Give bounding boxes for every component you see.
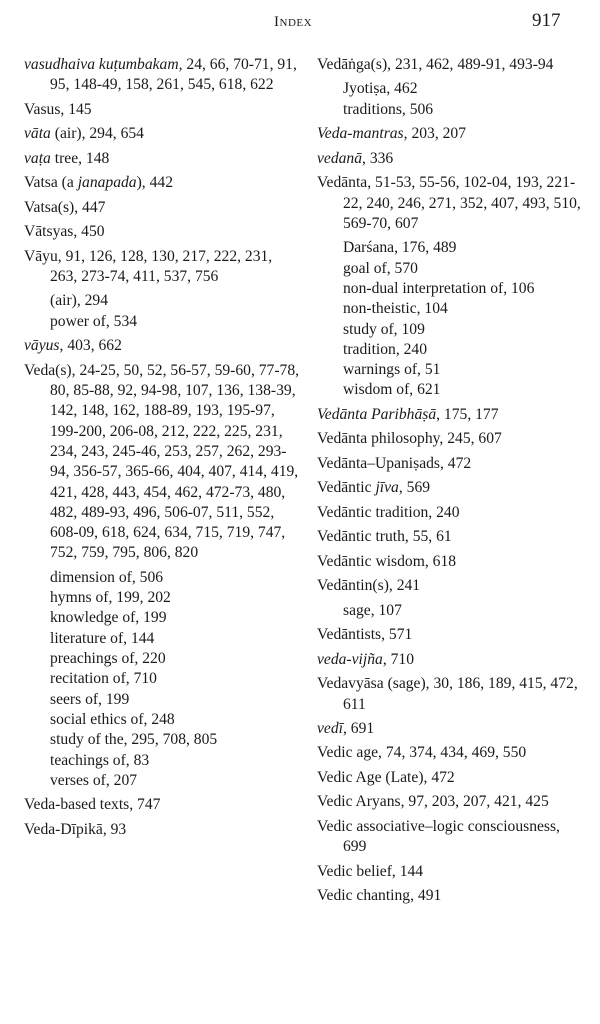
page-header (0, 10, 600, 36)
index-subentry: knowledge of, 199 (50, 609, 167, 627)
entry-term: Vedic belief (317, 862, 392, 880)
index-entry (317, 743, 587, 763)
index-entry (317, 503, 587, 523)
index-entry (317, 478, 587, 498)
entry-term: Vedāntic (317, 479, 376, 497)
index-entry (317, 817, 587, 858)
index-entry (317, 674, 587, 715)
entry-page-refs: , 30, 186, 189, 415, 472, 611 (343, 675, 578, 713)
index-entry (317, 576, 587, 596)
index-subentry: teachings of, 83 (50, 751, 150, 769)
entry-term: Vedāntic truth (317, 528, 405, 546)
entry-page-refs: , 91, 126, 128, 130, 217, 222, 231, 263, 273-74, 411, 537, 756 (50, 247, 273, 285)
entry-term: vedanā (317, 149, 363, 167)
entry-term-italic: janapada (77, 174, 137, 192)
entry-term: Vedāntic tradition (317, 503, 429, 521)
entry-term: Vedic chanting (317, 887, 411, 905)
running-title: Index (274, 14, 313, 30)
index-subentry: goal of, 570 (343, 259, 418, 277)
entry-page-refs: , 710 (382, 650, 414, 668)
index-entry (317, 625, 587, 645)
entry-page-refs: , 55, 61 (404, 528, 452, 546)
entry-page-refs: , 699 (343, 817, 560, 856)
entry-page-refs: , 472 (423, 768, 455, 786)
entry-term: Vasus (24, 100, 61, 118)
index-subentry: literature of, 144 (50, 629, 155, 647)
page-number: 917 (532, 10, 561, 31)
entry-term: Veda-mantras (317, 125, 404, 143)
entry-term: Vedānta (317, 174, 368, 192)
index-subentry: sage, 107 (343, 601, 402, 619)
entry-term: vasudhaiva kuṭumbakam (24, 56, 179, 73)
entry-page-refs: , 240 (428, 503, 460, 521)
index-entry (24, 100, 302, 120)
entry-term: Vedic Age (Late) (317, 768, 424, 786)
index-subentry: dimension of, 506 (50, 568, 164, 586)
entry-term: Vedāntists (317, 626, 382, 644)
index-entry (24, 247, 302, 288)
index-subentry: tradition, 240 (343, 340, 428, 358)
index-entry (317, 862, 587, 882)
entry-page-refs: , 569 (398, 479, 431, 497)
index-column-right (317, 55, 587, 911)
entry-page-refs: (air), 294, 654 (50, 125, 144, 143)
entry-term: Vedic associative–logic consciousness (317, 817, 557, 835)
entry-page-refs: , 24-25, 50, 52, 56-57, 59-60, 77-78, 80, 85-88, 92, 94-98, 107, 136, 138-39, 142, 148, 162, 188-89, 193, 195-97, 199-200, 206-08, 212, 222, 225, 231, 234, 243, 245-46, 253, 257, 262, 293-94, 356-57, 365-66, 404, 407, 414, 419, 421, 428, 443, 454, 462, 472-73, 480, 482, 489-93, 496, 506-07, 511, 552, 608-09, 618, 624, 634, 715, 719, 747, 752, 759, 795, 806, 820 (50, 361, 300, 562)
entry-page-refs: , 145 (60, 100, 92, 118)
entry-term: Vedavyāsa (sage) (317, 675, 426, 693)
entry-term: Vāyu (24, 247, 58, 265)
entry-page-refs: , 491 (410, 887, 442, 905)
index-subentry: preachings of, 220 (50, 650, 166, 668)
entry-page-refs: , 336 (362, 149, 394, 167)
entry-page-refs: , 472 (439, 454, 472, 472)
index-entry (317, 149, 587, 169)
entry-term: vāta (24, 125, 51, 143)
entry-page-refs: , 747 (129, 796, 161, 814)
index-entry (24, 336, 302, 356)
index-entry (317, 719, 587, 739)
entry-page-refs: , 24, 66, 70-71, 91, 95, 148-49, 158, 261, 545, 618, 622 (50, 56, 297, 94)
entry-term: Vedānta–Upaniṣads (317, 454, 440, 472)
index-entry (317, 792, 587, 812)
entry-term: Vedic age (317, 744, 379, 762)
entry-page-refs: , 618 (424, 552, 457, 570)
entry-page-refs: ), 442 (136, 174, 173, 192)
entry-term: vaṭa (24, 149, 51, 167)
index-entry (317, 768, 587, 788)
entry-term: Vatsa (a (24, 174, 78, 192)
entry-term: Vedāntin(s) (317, 577, 389, 595)
index-subentry: study of the, 295, 708, 805 (50, 731, 218, 749)
index-subentry: verses of, 207 (50, 771, 138, 789)
index-subentry: non-theistic, 104 (343, 300, 448, 318)
index-subentry: Jyotiṣa, 462 (343, 80, 418, 98)
entry-term: Vedānta Paribhāṣā (317, 405, 437, 423)
index-subentry: (air), 294 (50, 292, 109, 310)
entry-term: Veda(s) (24, 361, 72, 379)
entry-page-refs: , 97, 203, 207, 421, 425 (400, 793, 549, 811)
entry-term: Vedānta philosophy (317, 430, 440, 448)
index-subentry: non-dual interpretation of, 106 (343, 279, 535, 297)
entry-term: vedī (317, 719, 343, 737)
index-entry (24, 55, 302, 96)
entry-page-refs: , 241 (388, 577, 421, 595)
entry-page-refs: , 51-53, 55-56, 102-04, 193, 221-22, 240, 246, 271, 352, 407, 493, 510, 569-70, 607 (343, 174, 581, 232)
entry-term: veda-vijña (317, 650, 383, 668)
entry-term: Vedāṅga(s) (317, 56, 388, 73)
index-entry (317, 429, 587, 449)
entry-page-refs: , 144 (391, 862, 424, 880)
index-entry (24, 820, 302, 840)
index-entry (24, 222, 302, 242)
entry-page-refs: , 175, 177 (436, 405, 499, 423)
index-subentry: recitation of, 710 (50, 670, 157, 688)
entry-term: vāyus (24, 337, 60, 355)
index-entry (317, 55, 587, 75)
index-entry (24, 795, 302, 815)
index-subentry: warnings of, 51 (343, 361, 441, 379)
entry-term: Vatsa(s) (24, 198, 75, 216)
index-entry (317, 124, 587, 144)
index-entry (317, 552, 587, 572)
index-entry (24, 173, 302, 193)
index-entry (317, 650, 587, 670)
index-subentry: power of, 534 (50, 312, 138, 330)
entry-page-refs: , 450 (73, 223, 105, 241)
index-subentry: social ethics of, 248 (50, 710, 175, 728)
index-subentry: Darśana, 176, 489 (343, 239, 457, 257)
entry-term: Vātsyas (24, 223, 74, 241)
entry-term: Vedāntic wisdom (317, 552, 425, 570)
entry-page-refs: , 245, 607 (439, 430, 502, 448)
index-subentry: study of, 109 (343, 320, 425, 338)
index-entry (317, 527, 587, 547)
entry-page-refs: , 447 (74, 198, 106, 216)
entry-page-refs: tree, 148 (50, 149, 110, 167)
index-entry (24, 361, 302, 564)
index-entry (317, 886, 587, 906)
entry-term: Veda-Dīpikā (24, 820, 103, 838)
entry-term: Veda-based texts (24, 796, 130, 814)
entry-term: Vedic Aryans (317, 793, 401, 811)
index-entry (317, 454, 587, 474)
entry-page-refs: , 231, 462, 489-91, 493-94 (387, 56, 554, 73)
index-subentry: seers of, 199 (50, 690, 130, 708)
entry-page-refs: , 203, 207 (403, 125, 467, 143)
index-subentry: wisdom of, 621 (343, 381, 441, 399)
entry-term-italic: jīva (375, 479, 399, 497)
index-entry (24, 124, 302, 144)
index-column-left (24, 55, 302, 844)
index-entry (317, 405, 587, 425)
entry-page-refs: , 691 (342, 719, 375, 737)
index-subentry: traditions, 506 (343, 100, 434, 118)
index-subentry: hymns of, 199, 202 (50, 589, 171, 607)
index-entry (24, 198, 302, 218)
entry-page-refs: , 403, 662 (59, 337, 122, 355)
entry-page-refs: , 74, 374, 434, 469, 550 (378, 744, 527, 762)
entry-page-refs: , 93 (102, 820, 127, 838)
index-entry (317, 173, 587, 234)
index-entry (24, 149, 302, 169)
entry-page-refs: , 571 (381, 626, 413, 644)
